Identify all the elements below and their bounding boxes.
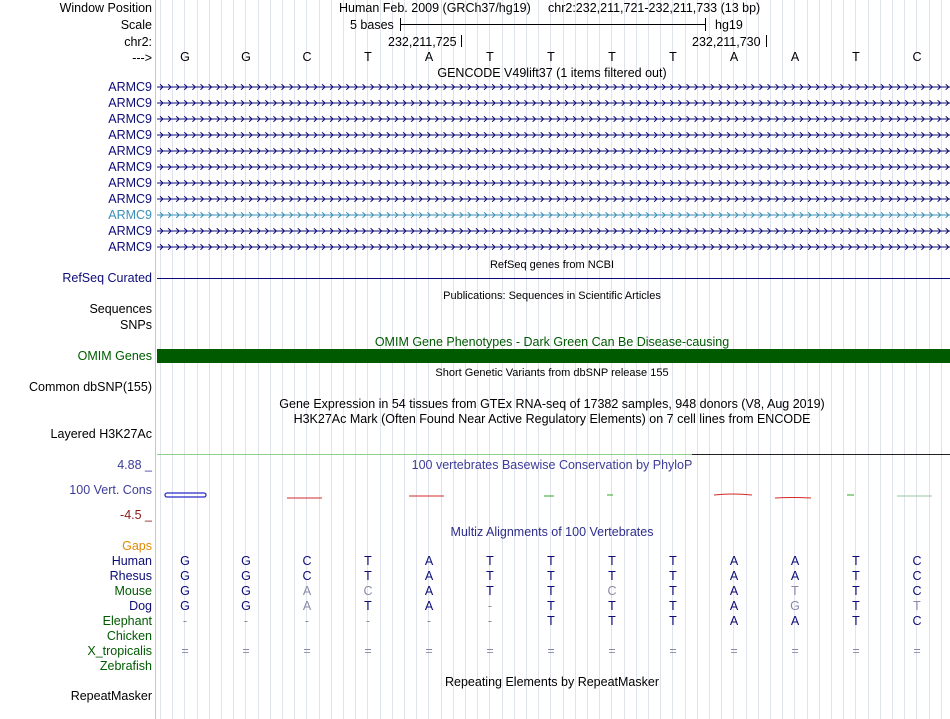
omim-label[interactable]: OMIM Genes: [77, 349, 152, 363]
alignment-base: A: [729, 554, 739, 568]
alignment-base: T: [608, 614, 616, 628]
alignment-base: A: [424, 599, 434, 613]
alignment-base: T: [669, 614, 677, 628]
species-label[interactable]: Chicken: [106, 629, 152, 643]
gencode-gene-label[interactable]: ARMC9: [108, 112, 152, 126]
multiz-track-title[interactable]: Multiz Alignments of 100 Vertebrates: [450, 525, 654, 539]
alignment-base: G: [180, 599, 190, 613]
gencode-transcript-line[interactable]: [157, 226, 950, 236]
phylop-label[interactable]: 100 Vert. Cons: [69, 483, 152, 497]
alignment-base: A: [790, 614, 800, 628]
dbsnp-track-title[interactable]: Short Genetic Variants from dbSNP release 155: [435, 367, 669, 379]
alignment-base: -: [182, 614, 188, 628]
alignment-base: T: [608, 569, 616, 583]
alignment-base: T: [364, 599, 372, 613]
dna-base: T: [547, 50, 555, 64]
gencode-transcript-line[interactable]: [157, 146, 950, 156]
coord-right-tick: [766, 35, 767, 47]
dbsnp-label[interactable]: Common dbSNP(155): [29, 380, 152, 394]
dna-base: C: [912, 50, 922, 64]
alignment-base: =: [730, 644, 738, 658]
scale-db: hg19: [715, 18, 743, 32]
omim-track-title[interactable]: OMIM Gene Phenotypes - Dark Green Can Be Disease-causing: [374, 335, 730, 349]
alignment-base: A: [790, 554, 800, 568]
alignment-base: A: [302, 599, 312, 613]
alignment-base: T: [852, 584, 860, 598]
alignment-base: A: [424, 584, 434, 598]
alignment-base: G: [180, 584, 190, 598]
alignment-base: -: [487, 614, 493, 628]
gencode-gene-label[interactable]: ARMC9: [108, 144, 152, 158]
alignment-base: T: [547, 614, 555, 628]
coord-left-tick: [461, 35, 462, 47]
alignment-base: T: [547, 599, 555, 613]
scale-bar-left-tick: [400, 18, 401, 31]
alignment-base: =: [547, 644, 555, 658]
gencode-gene-label[interactable]: ARMC9: [108, 96, 152, 110]
alignment-base: -: [426, 614, 432, 628]
alignment-base: G: [180, 569, 190, 583]
gencode-transcript-line[interactable]: [157, 178, 950, 188]
alignment-base: C: [363, 584, 373, 598]
gencode-transcript-line[interactable]: [157, 162, 950, 172]
scale-bar: [400, 24, 706, 25]
alignment-base: G: [241, 584, 251, 598]
dna-base: T: [669, 50, 677, 64]
alignment-base: T: [791, 584, 799, 598]
alignment-base: T: [669, 599, 677, 613]
gencode-transcript-line[interactable]: [157, 98, 950, 108]
alignment-base: A: [729, 599, 739, 613]
alignment-base: T: [669, 584, 677, 598]
gaps-label[interactable]: Gaps: [122, 539, 152, 553]
h3k27ac-track-title[interactable]: H3K27Ac Mark (Often Found Near Active Regulatory Elements) on 7 cell lines from ENCODE: [293, 412, 811, 426]
sequences-label[interactable]: Sequences: [89, 302, 152, 316]
gtex-track-title[interactable]: Gene Expression in 54 tissues from GTEx RNA-seq of 17382 samples, 948 donors (V8, Aug 2019): [279, 397, 825, 411]
strand-label: --->: [132, 51, 152, 65]
gencode-transcript-line[interactable]: [157, 194, 950, 204]
alignment-base: T: [852, 614, 860, 628]
alignment-base: =: [364, 644, 372, 658]
dna-base: T: [608, 50, 616, 64]
gencode-gene-label[interactable]: ARMC9: [108, 80, 152, 94]
dna-base: A: [729, 50, 739, 64]
alignment-base: T: [486, 554, 494, 568]
dna-base: T: [364, 50, 372, 64]
gencode-transcript-line[interactable]: [157, 82, 950, 92]
dna-base: A: [424, 50, 434, 64]
alignment-base: T: [608, 554, 616, 568]
alignment-base: C: [912, 569, 922, 583]
alignment-base: A: [729, 614, 739, 628]
alignment-base: A: [729, 584, 739, 598]
gencode-transcript-line[interactable]: [157, 210, 950, 220]
alignment-base: =: [608, 644, 616, 658]
assembly-text: Human Feb. 2009 (GRCh37/hg19): [339, 1, 531, 15]
alignment-base: =: [913, 644, 921, 658]
alignment-base: -: [304, 614, 310, 628]
gencode-gene-label[interactable]: ARMC9: [108, 192, 152, 206]
alignment-base: =: [425, 644, 433, 658]
window-position-label: Window Position: [59, 1, 152, 15]
gencode-gene-label[interactable]: ARMC9: [108, 160, 152, 174]
alignment-base: T: [547, 584, 555, 598]
alignment-base: A: [424, 569, 434, 583]
alignment-base: =: [852, 644, 860, 658]
gencode-gene-label[interactable]: ARMC9: [108, 208, 152, 222]
gencode-transcript-line[interactable]: [157, 130, 950, 140]
phylop-max-label: 4.88 _: [117, 458, 152, 472]
alignment-base: T: [852, 554, 860, 568]
alignment-base: C: [302, 554, 312, 568]
h3k27ac-signal-left: [157, 454, 692, 455]
alignment-base: =: [486, 644, 494, 658]
alignment-base: -: [487, 599, 493, 613]
label-separator: [155, 0, 156, 719]
alignment-base: T: [547, 569, 555, 583]
repeatmasker-label[interactable]: RepeatMasker: [70, 689, 152, 703]
h3k27ac-signal-right: [692, 454, 950, 455]
alignment-base: T: [669, 554, 677, 568]
alignment-base: C: [912, 584, 922, 598]
scale-text: 5 bases: [350, 18, 394, 32]
gencode-gene-label[interactable]: ARMC9: [108, 128, 152, 142]
refseq-gene-line[interactable]: [157, 278, 950, 279]
dna-base: A: [790, 50, 800, 64]
snps-label[interactable]: SNPs: [120, 318, 152, 332]
alignment-base: G: [241, 599, 251, 613]
alignment-base: G: [180, 554, 190, 568]
alignment-base: G: [790, 599, 800, 613]
alignment-base: A: [729, 569, 739, 583]
alignment-base: T: [852, 599, 860, 613]
alignment-base: -: [243, 614, 249, 628]
scale-label: Scale: [120, 18, 152, 32]
dna-base: T: [852, 50, 860, 64]
alignment-base: T: [608, 599, 616, 613]
refseq-label[interactable]: RefSeq Curated: [62, 271, 152, 285]
coord-right: 232,211,730: [692, 35, 761, 49]
dna-base: T: [486, 50, 494, 64]
alignment-base: C: [912, 614, 922, 628]
alignment-base: T: [913, 599, 921, 613]
species-label[interactable]: Mouse: [114, 584, 152, 598]
species-label[interactable]: Dog: [129, 599, 152, 613]
alignment-base: T: [364, 554, 372, 568]
dna-base: G: [180, 50, 190, 64]
alignment-base: =: [303, 644, 311, 658]
alignment-base: C: [607, 584, 617, 598]
species-label[interactable]: Elephant: [102, 614, 152, 628]
phylop-min-label: -4.5 _: [120, 508, 152, 522]
alignment-base: T: [486, 584, 494, 598]
omim-feature-bar[interactable]: [157, 349, 950, 363]
alignment-base: T: [669, 569, 677, 583]
phylop-track-title[interactable]: 100 vertebrates Basewise Conservation by PhyloP: [411, 458, 693, 472]
alignment-base: =: [181, 644, 189, 658]
phylop-graph[interactable]: [157, 486, 950, 506]
alignment-base: T: [852, 569, 860, 583]
h3k27ac-label[interactable]: Layered H3K27Ac: [50, 427, 152, 441]
dna-base: G: [241, 50, 251, 64]
repeatmasker-track-title[interactable]: Repeating Elements by RepeatMasker: [444, 675, 660, 689]
species-label[interactable]: Rhesus: [109, 569, 152, 583]
coord-left: 232,211,725: [388, 35, 457, 49]
alignment-base: -: [365, 614, 371, 628]
species-label[interactable]: Human: [111, 554, 152, 568]
alignment-base: =: [669, 644, 677, 658]
alignment-base: T: [364, 569, 372, 583]
gencode-transcript-line[interactable]: [157, 242, 950, 252]
scale-bar-right-tick: [705, 18, 706, 31]
alignment-base: C: [912, 554, 922, 568]
species-label[interactable]: X_tropicalis: [87, 644, 152, 658]
alignment-base: =: [791, 644, 799, 658]
alignment-base: T: [547, 554, 555, 568]
alignment-base: A: [790, 569, 800, 583]
gencode-track-title[interactable]: GENCODE V49lift37 (1 items filtered out): [437, 66, 667, 80]
position-text: chr2:232,211,721-232,211,733 (13 bp): [548, 1, 761, 15]
alignment-base: C: [302, 569, 312, 583]
dna-base: C: [302, 50, 312, 64]
alignment-base: A: [424, 554, 434, 568]
chrom-label: chr2:: [124, 35, 152, 49]
alignment-base: A: [302, 584, 312, 598]
gencode-gene-label[interactable]: ARMC9: [108, 240, 152, 254]
alignment-base: G: [241, 569, 251, 583]
alignment-base: T: [486, 569, 494, 583]
gencode-gene-label[interactable]: ARMC9: [108, 176, 152, 190]
refseq-track-title[interactable]: RefSeq genes from NCBI: [489, 259, 615, 271]
publications-track-title[interactable]: Publications: Sequences in Scientific Articles: [443, 290, 661, 302]
alignment-base: =: [242, 644, 250, 658]
gencode-gene-label[interactable]: ARMC9: [108, 224, 152, 238]
alignment-base: G: [241, 554, 251, 568]
species-label[interactable]: Zebrafish: [99, 659, 152, 673]
gencode-transcript-line[interactable]: [157, 114, 950, 124]
